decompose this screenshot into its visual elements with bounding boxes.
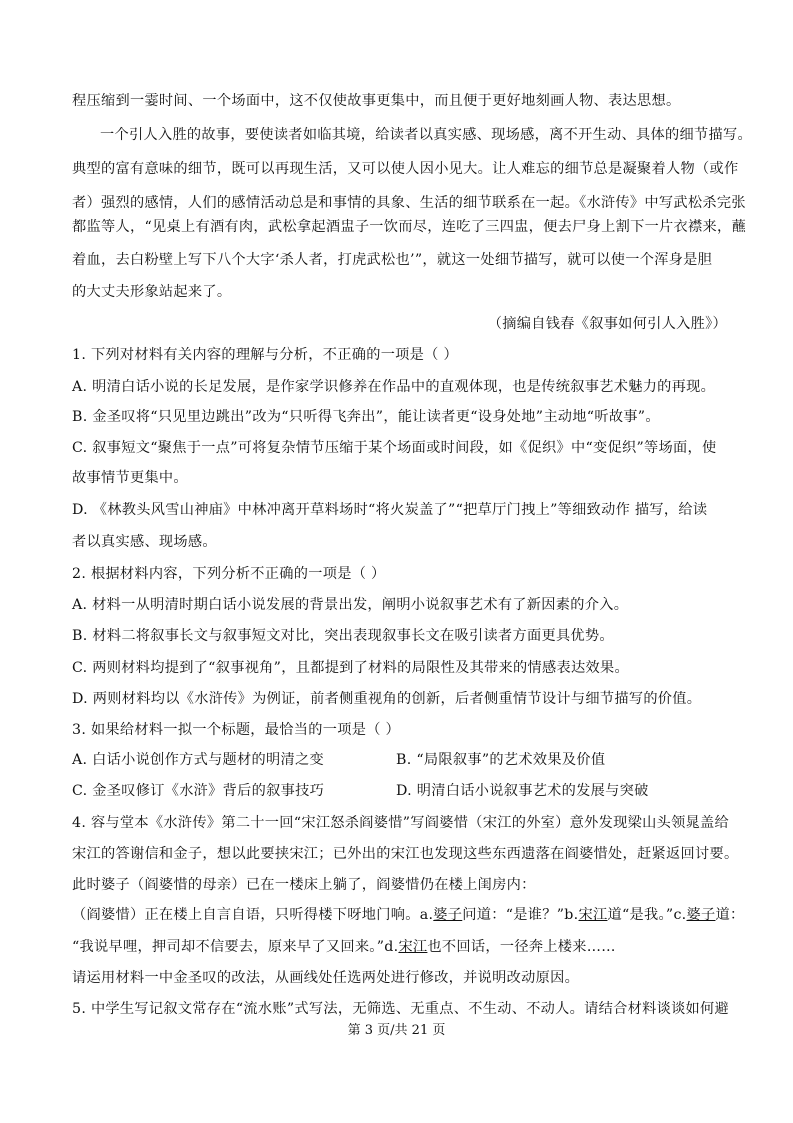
question-2-option-d: D. 两则材料均以《水浒传》为例证，前者侧重视角的创新，后者侧重情节设计与细节描写的价值。: [72, 691, 702, 707]
question-3-option-b: B. “局限叙事”的艺术效果及价值: [396, 752, 606, 768]
passage-line: 着血，去白粉壁上写下八个大字‘杀人者，打虎武松也’”，就这一处细节描写，就可以使一个浑身是胆: [72, 252, 713, 268]
question-1-option-a: A. 明清白话小说的长足发展，是作家学识修养在作品中的直观体现，也是传统叙事艺术魅力的再现。: [72, 379, 716, 395]
passage-line: 者）强烈的感情，人们的感情活动总是和事情的具象、生活的细节联系在一起。《水浒传》中写武松杀完张: [72, 195, 746, 211]
question-3-stem: 3. 如果给材料一拟一个标题，最恰当的一项是（ ）: [72, 722, 400, 738]
quote-text: 问道：“是谁？”b.: [462, 907, 579, 923]
quote-text: 道：: [715, 907, 745, 923]
quote-text: “我说早哩，押司却不信要去，原来早了又回来。”d.: [72, 939, 399, 955]
question-2-option-a: A. 材料一从明清时期白话小说发展的背景出发，阐明小说叙事艺术有了新因素的介入。: [72, 597, 629, 613]
question-4-line: 宋江的答谢信和金子，想以此要挟宋江；已外出的宋江也发现这些东西遗落在阎婆惜处，赶紧返回讨要。: [72, 846, 739, 862]
passage-line: 的大丈夫形象站起来了。: [72, 284, 232, 300]
quote-text: 也不回话，一径奔上楼来……: [427, 939, 616, 955]
question-4-quote-cont: [72, 937, 727, 957]
underlined-phrase: 婆子: [686, 907, 716, 923]
question-4-quote: [72, 905, 745, 925]
question-3-option-d: D. 明清白话小说叙事艺术的发展与突破: [396, 783, 649, 799]
passage-line: 典型的富有意味的细节，既可以再现生活，又可以使人因小见大。让人难忘的细节总是凝聚着人物（或作: [72, 161, 739, 177]
question-1-option-d-cont: 者以真实感、现场感。: [72, 534, 217, 550]
quote-text: （阎婆惜）正在楼上自言自语，只听得楼下呀地门响。a.: [72, 907, 434, 923]
source-citation: （摘编自钱春《叙事如何引人入胜》）: [487, 316, 727, 332]
question-1-stem: 1. 下列对材料有关内容的理解与分析，不正确的一项是（ ）: [72, 347, 458, 363]
question-2-stem: 2. 根据材料内容，下列分析不正确的一项是（ ）: [72, 566, 386, 582]
question-3-option-a: A. 白话小说创作方式与题材的明清之变: [72, 752, 324, 768]
question-1-option-d: D. 《林教头风雪山神庙》中林冲离开草料场时“将火炭盖了”“把草厅门拽上”等细致动作 描写，给读: [72, 502, 708, 518]
question-1-option-c: C. 叙事短文“聚焦于一点”可将复杂情节压缩于某个场面或时间段，如《促织》中“变促织”等场面，使: [72, 440, 717, 456]
question-3-option-c: C. 金圣叹修订《水浒》背后的叙事技巧: [72, 783, 325, 799]
question-4-line: 此时婆子（阎婆惜的母亲）已在一楼床上躺了，阎婆惜仍在楼上闺房内：: [72, 877, 536, 893]
passage-line: 程压缩到一霎时间、一个场面中，这不仅使故事更集中，而且便于更好地刻画人物、表达思想。: [72, 93, 681, 109]
underlined-phrase: 宋江: [578, 907, 608, 923]
passage-line: 都监等人，“见桌上有酒有肉，武松拿起酒盅子一饮而尽，连吃了三四盅，便去尸身上割下一片衣襟来，蘸: [72, 219, 746, 235]
question-2-option-b: B. 材料二将叙事长文与叙事短文对比，突出表现叙事长文在吸引读者方面更具优势。: [72, 628, 614, 644]
question-4-task: 请运用材料一中金圣叹的改法，从画线处任选两处进行修改，并说明改动原因。: [72, 970, 580, 986]
passage-line: 一个引人入胜的故事，要使读者如临其境，给读者以真实感、现场感，离不开生动、具体的细节描写。: [100, 127, 752, 143]
question-2-option-c: C. 两则材料均提到了“叙事视角”，且都提到了材料的局限性及其带来的情感表达效果。: [72, 660, 629, 676]
question-5-line: 5. 中学生写记叙文常存在“流水账”式写法，无筛选、无重点、不生动、不动人。请结合材料谈谈如何避: [72, 1001, 730, 1017]
underlined-phrase: 婆子: [433, 907, 463, 923]
quote-text: 道“是我。”c.: [607, 907, 687, 923]
page-footer: 第 3 页/共 21 页: [347, 1023, 446, 1038]
question-1-option-c-cont: 故事情节更集中。: [72, 470, 188, 486]
question-4-line: 4. 容与堂本《水浒传》第二十一回“宋江怒杀阎婆惜”写阎婆惜（宋江的外室）意外发现梁山头领晁盖给: [72, 815, 730, 831]
question-1-option-b: B. 金圣叹将“只见里边跳出”改为“只听得飞奔出”，能让读者更“设身处地”主动地“听故事”。: [72, 409, 660, 425]
underlined-phrase: 宋江: [398, 939, 428, 955]
